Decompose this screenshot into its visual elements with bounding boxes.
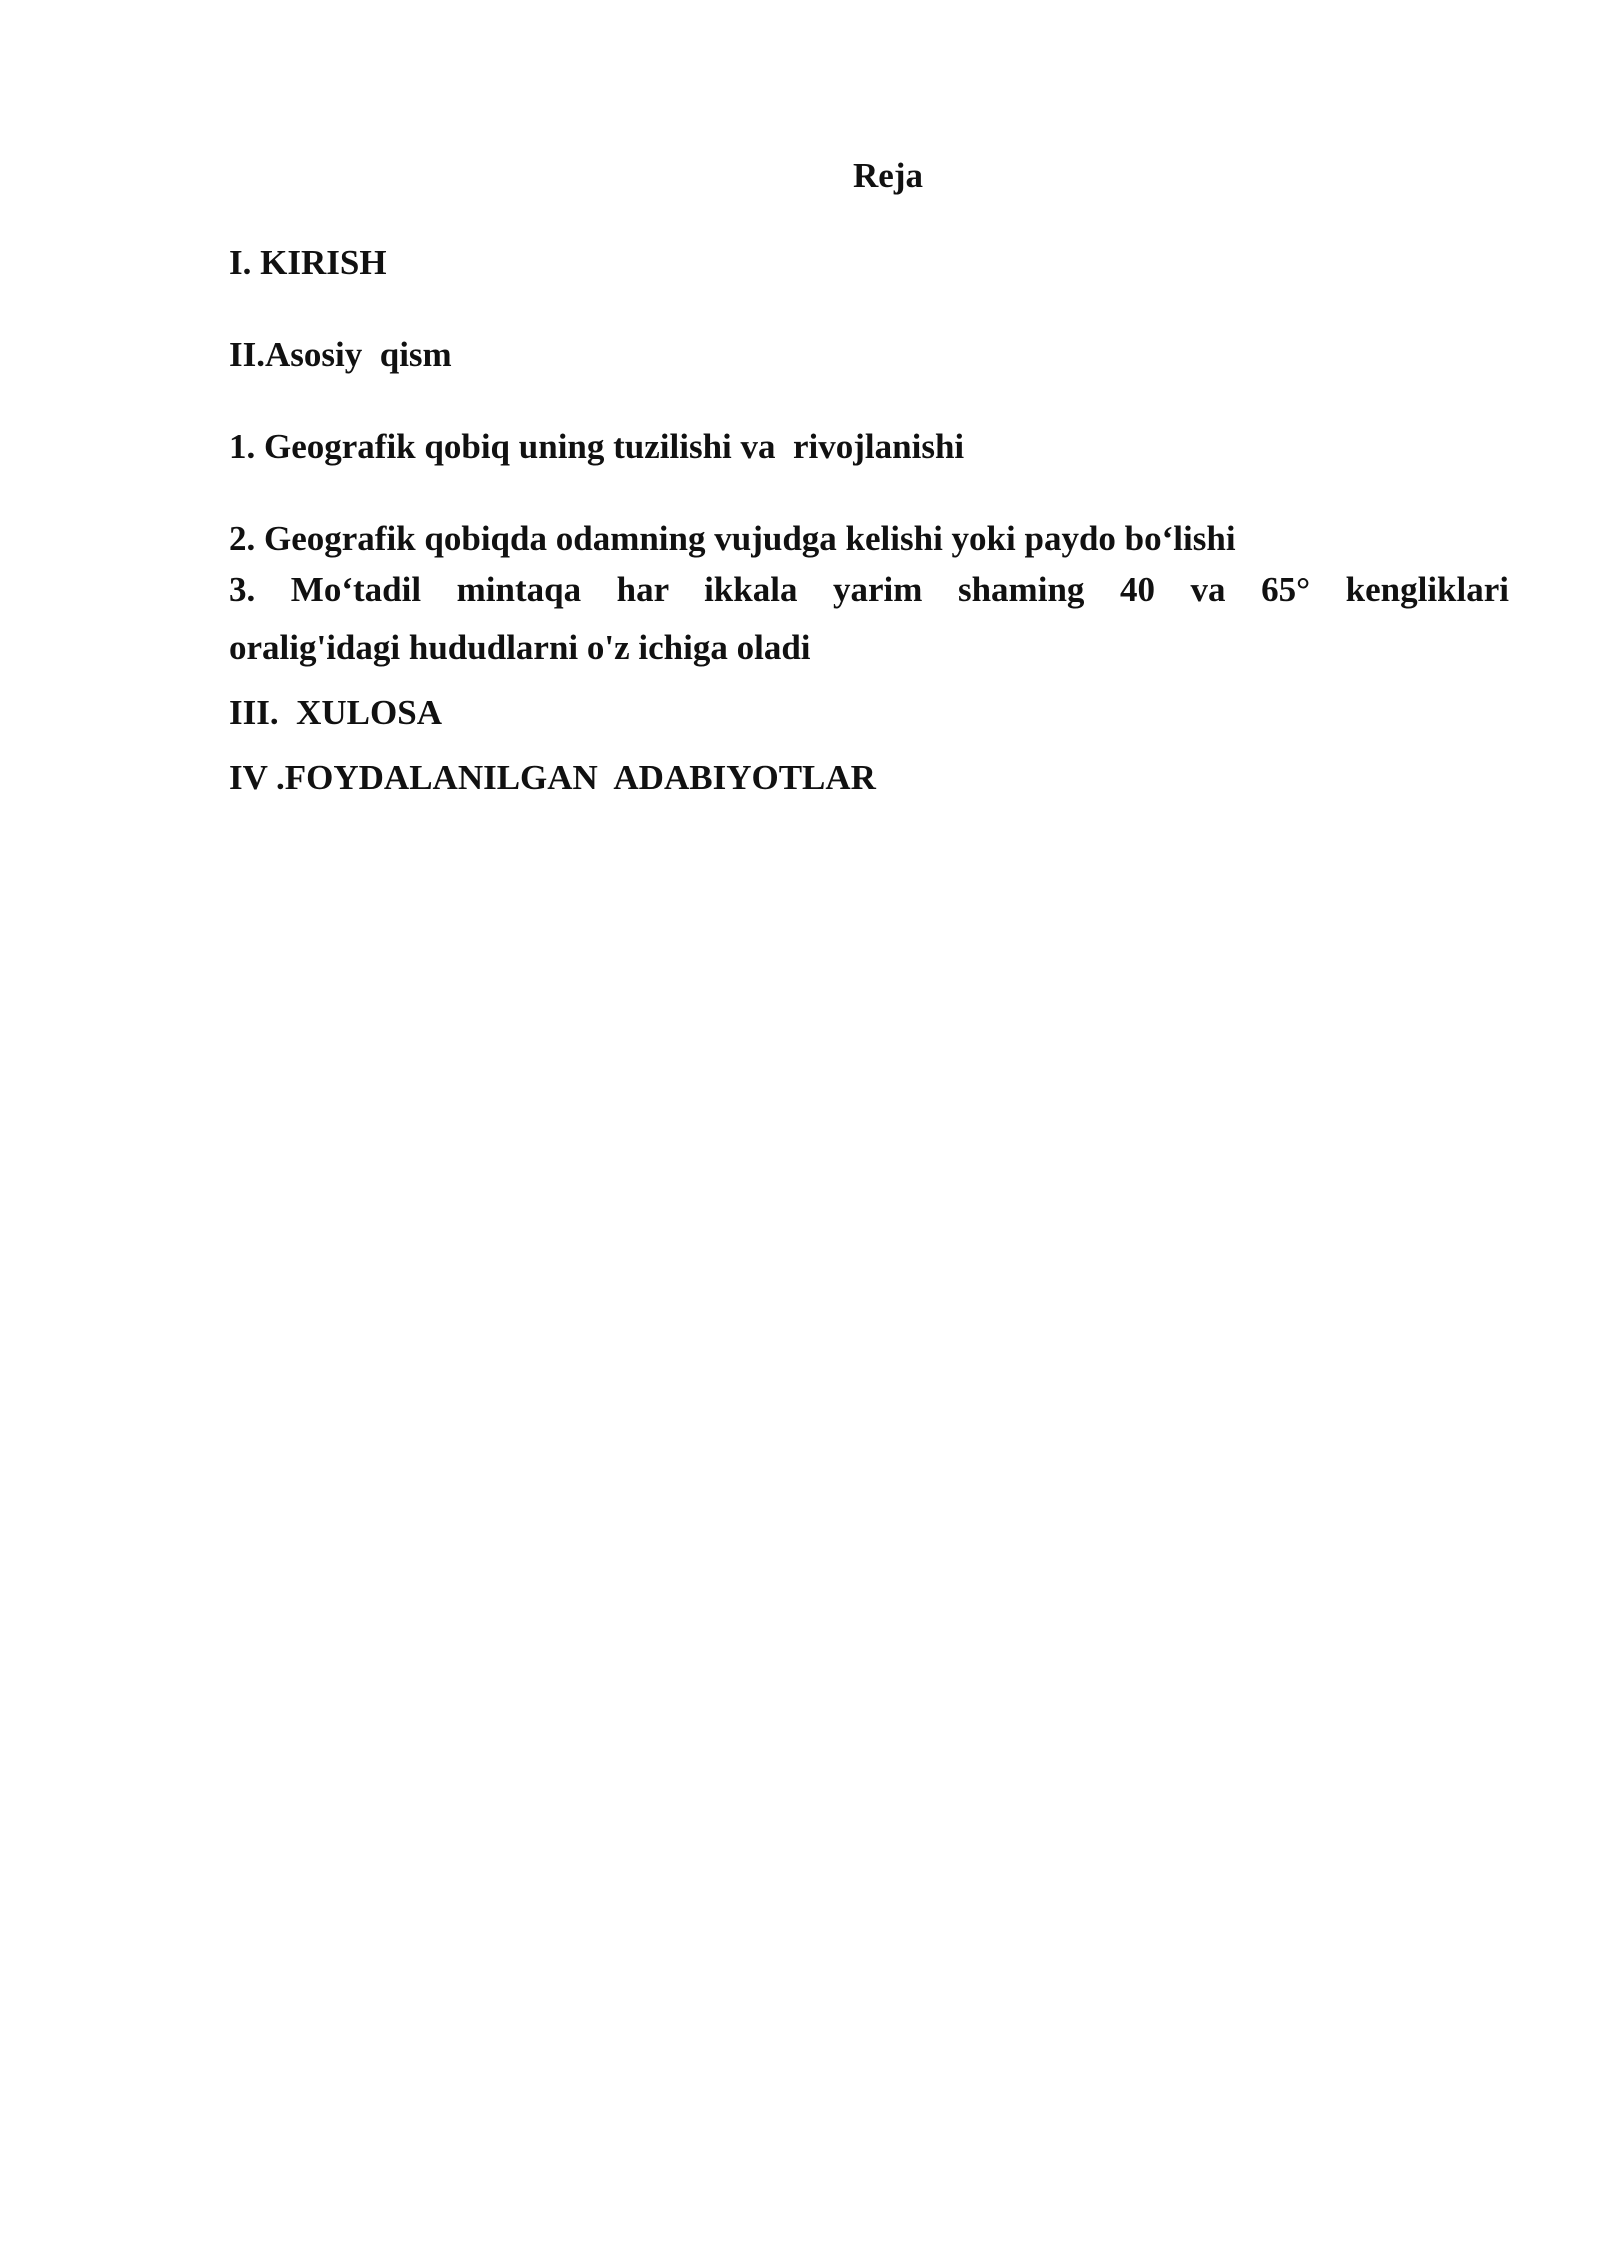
outline-item-1: 1. Geografik qobiq uning tuzilishi va rivojlanishi <box>229 427 965 466</box>
outline-item-2: 2. Geografik qobiqda odamning vujudga kelishi yoki paydo bo‘lishi <box>229 519 1236 558</box>
outline-item-adabiyotlar: IV .FOYDALANILGAN ADABIYOTLAR <box>229 758 876 797</box>
document-body <box>229 146 1509 810</box>
outline-item-3: 3. Mo‘tadil mintaqa har ikkala yarim shaming 40 va 65° kengliklari <box>229 570 1509 609</box>
outline-item-asosiy-qism: II.Asosiy qism <box>229 335 452 374</box>
outline-item-xulosa: III. XULOSA <box>229 693 442 732</box>
page-title: Reja <box>853 156 923 195</box>
outline-item-3-continued: oralig'idagi hududlarni o'z ichiga oladi <box>229 628 811 667</box>
outline-item-kirish: I. KIRISH <box>229 243 387 282</box>
